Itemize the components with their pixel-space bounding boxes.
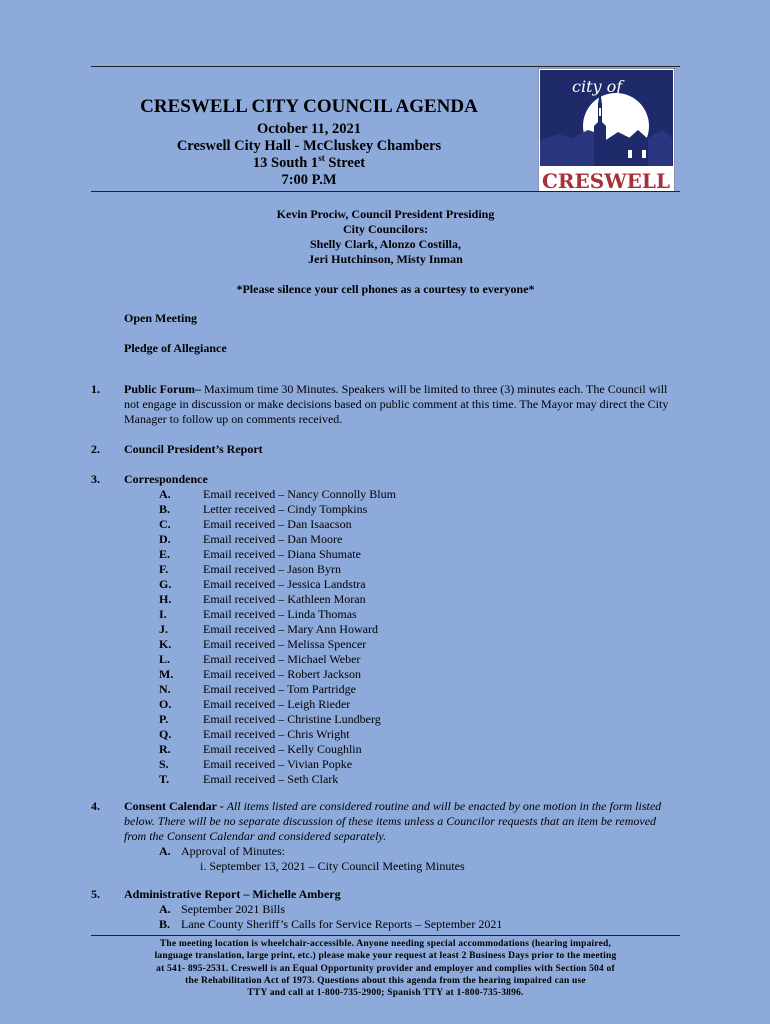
item-number: 1.: [91, 382, 100, 396]
footer-rule: [91, 935, 680, 936]
pledge-of-allegiance: Pledge of Allegiance: [124, 341, 227, 355]
item-number: 5.: [91, 887, 100, 901]
list-item: D. Email received – Dan Moore: [159, 532, 343, 546]
list-item: B. Letter received – Cindy Tompkins: [159, 502, 368, 516]
agenda-item-president-report: [91, 442, 680, 457]
correspondence-list: [124, 487, 680, 787]
top-rule: [91, 66, 680, 67]
item-text: Maximum time 30 Minutes. Speakers will be limited to three (3) minutes each. The Council will not engage in discussion or make decisions based on public comment at this time. The Mayor may direct the City Manager to follow up on comments received.: [124, 382, 669, 426]
item-label: Correspondence: [124, 472, 208, 486]
agenda-item-consent-calendar: [91, 799, 680, 874]
list-item: K. Email received – Melissa Spencer: [159, 637, 367, 651]
header-rule: [91, 191, 680, 192]
item-label: Public Forum–: [124, 382, 201, 396]
logo-script-text: city of: [572, 77, 623, 96]
list-item: F. Email received – Jason Byrn: [159, 562, 341, 576]
meeting-location: Creswell City Hall - McCluskey Chambers: [176, 138, 442, 154]
footer-line: language translation, large print, etc.) please make your request at least 2 Business Days prior to the meeting: [154, 951, 617, 962]
logo-wordmark: CRESWELL: [542, 169, 670, 192]
meeting-time: 7:00 P.M: [281, 172, 337, 188]
footer-line: The meeting location is wheelchair-accessible. Anyone needing special accommodations (hearing impaired,: [159, 939, 612, 949]
footer-line: at 541- 895-2531. Creswell is an Equal Opportunity provider and employer and complies with Section 504 of: [156, 963, 615, 974]
cell-phone-notice: *Please silence your cell phones as a courtesy to everyone*: [236, 282, 535, 296]
list-item: S. Email received – Vivian Popke: [159, 757, 353, 771]
list-item: G. Email received – Jessica Landstra: [159, 577, 366, 591]
city-of-creswell-logo: [538, 68, 675, 192]
agenda-header: [91, 96, 527, 189]
page-title: CRESWELL CITY COUNCIL AGENDA: [140, 96, 478, 117]
list-item: L. Email received – Michael Weber: [159, 652, 361, 666]
agenda-item-administrative-report: [91, 887, 680, 931]
list-item: P. Email received – Christine Lundberg: [159, 712, 381, 726]
meeting-address: 13 South 1st Street: [252, 153, 366, 171]
list-item: T. Email received – Seth Clark: [159, 772, 339, 786]
list-item: Q. Email received – Chris Wright: [159, 727, 350, 741]
item-label: Consent Calendar -: [124, 799, 224, 813]
meeting-date: October 11, 2021: [256, 121, 362, 137]
minutes-item: i. September 13, 2021 – City Council Meeting Minutes: [200, 858, 465, 873]
list-item: A. Approval of Minutes:: [159, 844, 285, 858]
footer-line: TTY and call at 1-800-735-2900; Spanish TTY at 1-800-735-3896.: [247, 988, 524, 999]
list-item: B. Lane County Sheriff’s Calls for Service Reports – September 2021: [159, 916, 503, 931]
list-item: E. Email received – Diana Shumate: [159, 547, 361, 561]
accessibility-footer: [91, 938, 680, 999]
logo-graphic: [538, 68, 675, 192]
list-item: A. Email received – Nancy Connolly Blum: [159, 487, 396, 501]
list-item: C. Email received – Dan Isaacson: [159, 517, 352, 531]
list-item: O. Email received – Leigh Rieder: [159, 697, 351, 711]
councilors-names-2: Jeri Hutchinson, Misty Inman: [308, 252, 463, 266]
presiding-officer: Kevin Prociw, Council President Presiding: [276, 207, 495, 221]
list-item: R. Email received – Kelly Coughlin: [159, 742, 362, 756]
item-label: Council President’s Report: [124, 442, 263, 456]
item-number: 3.: [91, 472, 100, 486]
list-item: M. Email received – Robert Jackson: [159, 667, 361, 681]
footer-line: the Rehabilitation Act of 1973. Questions about this agenda from the hearing impaired can use: [185, 975, 586, 986]
presiding-block: [91, 207, 680, 267]
agenda-item-correspondence: [91, 472, 680, 787]
item-number: 2.: [91, 442, 100, 456]
list-item: N. Email received – Tom Partridge: [159, 682, 356, 696]
open-meeting: Open Meeting: [124, 311, 197, 325]
item-label: Administrative Report – Michelle Amberg: [124, 887, 341, 901]
item-text: All items listed are considered routine and will be enacted by one motion in the form listed below. There will be no separate discussion of these items unless a Councilor requests that an item be removed from the Consent Calendar and considered separately.: [124, 799, 662, 843]
councilors-heading: City Councilors:: [343, 222, 428, 236]
list-item: H. Email received – Kathleen Moran: [159, 592, 366, 606]
list-item: J. Email received – Mary Ann Howard: [159, 622, 378, 636]
item-number: 4.: [91, 799, 100, 813]
list-item: I. Email received – Linda Thomas: [159, 607, 357, 621]
agenda-item-public-forum: [91, 382, 680, 427]
list-item: A. September 2021 Bills: [159, 902, 285, 916]
councilors-names-1: Shelly Clark, Alonzo Costilla,: [309, 237, 461, 251]
